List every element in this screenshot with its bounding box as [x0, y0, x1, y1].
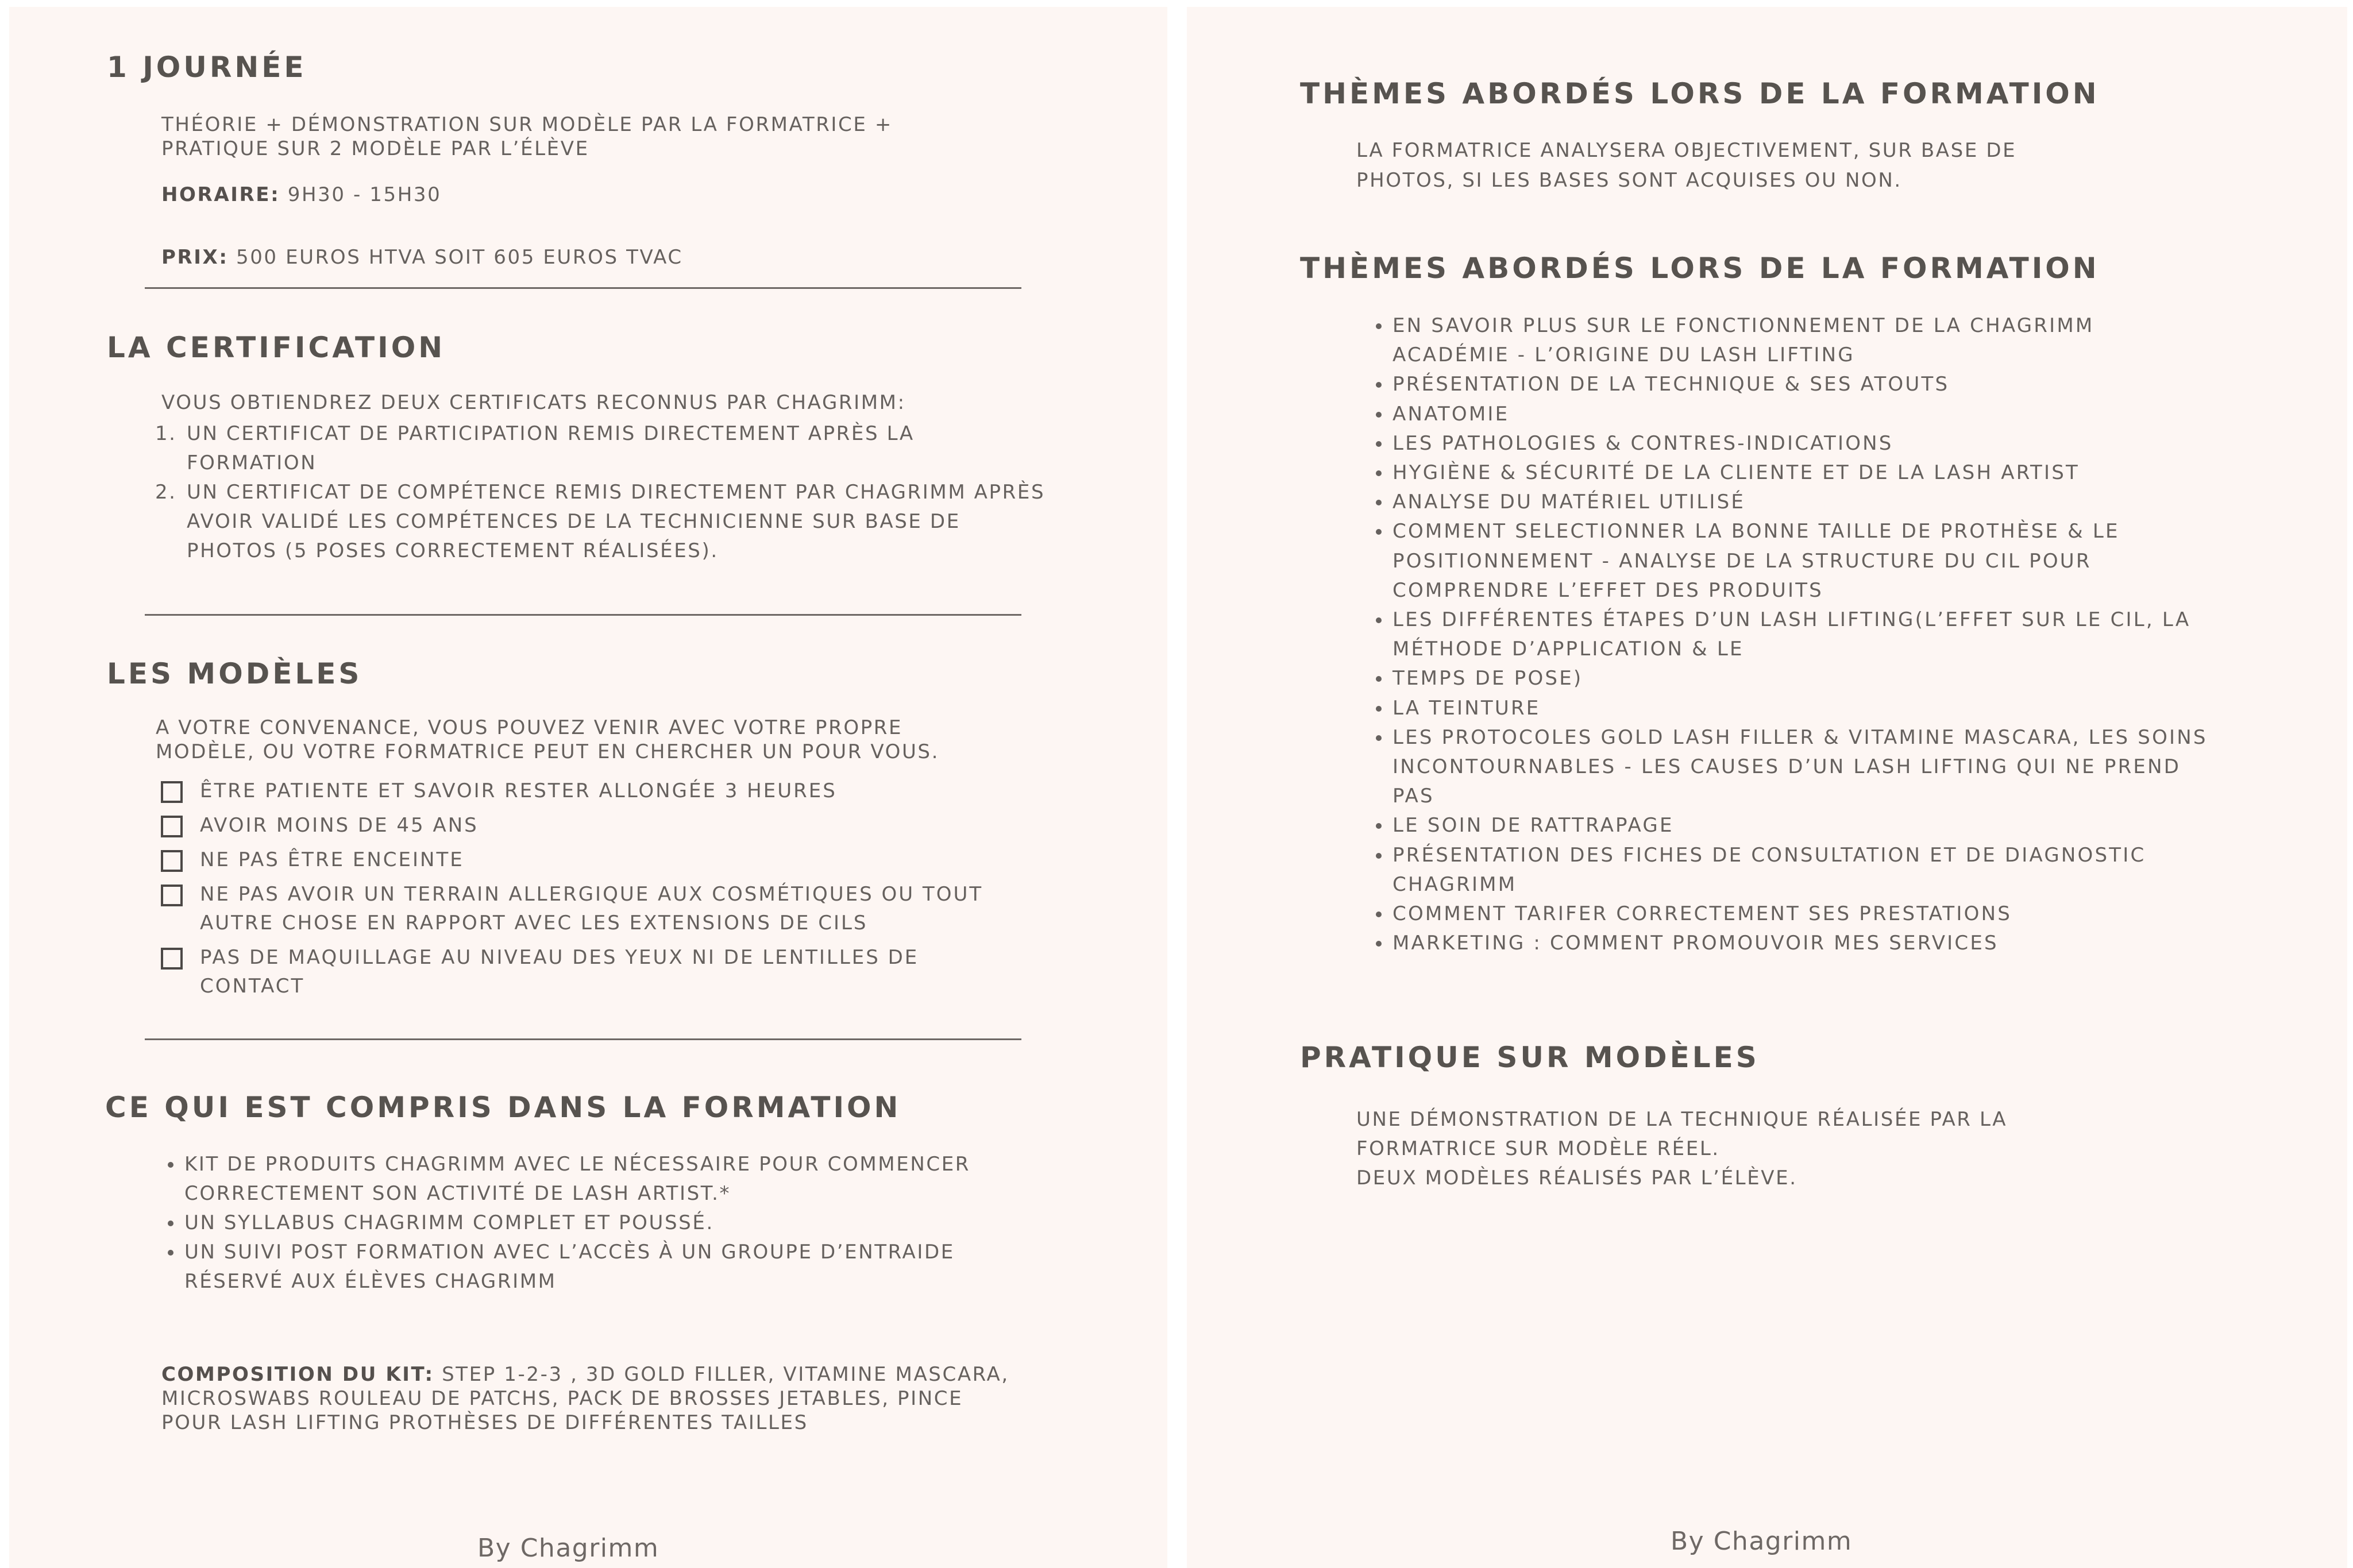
modeles-title: LES MODÈLES [107, 657, 362, 690]
checklist-item-text: AVOIR MOINS DE 45 ANS [200, 814, 479, 837]
checklist-item-text: NE PAS AVOIR UN TERRAIN ALLERGIQUE AUX COSMÉTIQUES OU TOUT AUTRE CHOSE EN RAPPORT AVEC LES EXTENSIONS DE CILS [200, 883, 983, 934]
footer-signature: By Chagrimm [1671, 1527, 1853, 1556]
left-page [9, 7, 1167, 1568]
checkbox-icon [161, 850, 183, 872]
horaire-label: HORAIRE: [161, 183, 280, 206]
theme-item: • LES PATHOLOGIES & CONTRES-INDICATIONS [1391, 429, 2219, 458]
theme-item: • COMMENT TARIFER CORRECTEMENT SES PRESTATIONS [1391, 899, 2219, 929]
footer-signature: By Chagrimm [477, 1534, 659, 1563]
right-page [1187, 7, 2347, 1568]
kit-line-3: POUR LASH LIFTING PROTHÈSES DE DIFFÉRENTES TAILLES [161, 1411, 808, 1434]
journee-desc-line-1: THÉORIE + DÉMONSTRATION SUR MODÈLE PAR LA FORMATRICE + [161, 113, 893, 136]
pratique-line-3: DEUX MODÈLES RÉALISÉS PAR L’ÉLÈVE. [1356, 1167, 1797, 1189]
checklist-item-text: PAS DE MAQUILLAGE AU NIVEAU DES YEUX NI DE LENTILLES DE CONTACT [200, 946, 919, 998]
theme-item: • HYGIÈNE & SÉCURITÉ DE LA CLIENTE ET DE LA LASH ARTIST [1391, 458, 2219, 488]
compris-item: • UN SUIVI POST FORMATION AVEC L’ACCÈS À UN GROUPE D’ENTRAIDE RÉSERVÉ AUX ÉLÈVES CHAGRIMM [183, 1238, 1045, 1296]
checkbox-icon [161, 816, 183, 837]
checkbox-icon [161, 948, 183, 970]
kit-line-2: MICROSWABS ROULEAU DE PATCHS, PACK DE BROSSES JETABLES, PINCE [161, 1387, 963, 1410]
themes-intro [1356, 136, 2333, 195]
compris-item: • KIT DE PRODUITS CHAGRIMM AVEC LE NÉCESSAIRE POUR COMMENCER CORRECTEMENT SON ACTIVITÉ DE LASH ARTIST.* [183, 1150, 1045, 1208]
prix-value: 500 EUROS HTVA SOIT 605 EUROS TVAC [228, 246, 683, 269]
certificate-participation: 1. UN CERTIFICAT DE PARTICIPATION REMIS DIRECTEMENT APRÈS LA FORMATION [184, 419, 1046, 478]
theme-item: • LES DIFFÉRENTES ÉTAPES D’UN LASH LIFTING(L’EFFET SUR LE CIL, LA MÉTHODE D’APPLICATION & LE [1391, 605, 2219, 664]
theme-item: • ANATOMIE [1391, 400, 2219, 429]
horaire-line [161, 183, 1081, 207]
themes-intro-line-1: LA FORMATRICE ANALYSERA OBJECTIVEMENT, SUR BASE DE [1356, 139, 2017, 162]
kit-label: COMPOSITION DU KIT: [161, 1363, 434, 1386]
modeles-intro-line-2: MODÈLE, OU VOTRE FORMATRICE PEUT EN CHERCHER UN POUR VOUS. [156, 740, 940, 763]
pratique-line-1: UNE DÉMONSTRATION DE LA TECHNIQUE RÉALISÉE PAR LA [1356, 1108, 2008, 1131]
theme-item: • LE SOIN DE RATTRAPAGE [1391, 811, 2219, 840]
themes-title-2: THÈMES ABORDÉS LORS DE LA FORMATION [1300, 252, 2100, 285]
certification-title: LA CERTIFICATION [107, 331, 446, 364]
checklist-item [161, 845, 1023, 874]
pratique-line-2: FORMATRICE SUR MODÈLE RÉEL. [1356, 1137, 1720, 1160]
kit-composition [161, 1362, 1138, 1435]
checklist-item [161, 880, 1023, 937]
checklist-item [161, 777, 1023, 805]
checkbox-icon [161, 781, 183, 803]
certification-list [151, 419, 1046, 566]
prix-label: PRIX: [161, 246, 229, 269]
checklist-item-text: NE PAS ÊTRE ENCEINTE [200, 848, 464, 871]
checkbox-icon [161, 885, 183, 906]
theme-item: • LA TEINTURE [1391, 694, 2219, 723]
theme-item: • ANALYSE DU MATÉRIEL UTILISÉ [1391, 488, 2219, 517]
compris-item: • UN SYLLABUS CHAGRIMM COMPLET ET POUSSÉ. [183, 1208, 1045, 1238]
modeles-intro-line-1: A VOTRE CONVENANCE, VOUS POUVEZ VENIR AVEC VOTRE PROPRE [156, 716, 903, 739]
theme-item: • EN SAVOIR PLUS SUR LE FONCTIONNEMENT DE LA CHAGRIMM ACADÉMIE - L’ORIGINE DU LASH LIFTING [1391, 311, 2219, 370]
themes-intro-line-2: PHOTOS, SI LES BASES SONT ACQUISES OU NON. [1356, 169, 1902, 192]
section-divider [145, 1038, 1021, 1040]
theme-item: • PRÉSENTATION DES FICHES DE CONSULTATION ET DE DIAGNOSTIC CHAGRIMM [1391, 841, 2219, 899]
certificate-competence: 2. UN CERTIFICAT DE COMPÉTENCE REMIS DIRECTEMENT PAR CHAGRIMM APRÈS AVOIR VALIDÉ LES COMPÉTENCES DE LA TECHNICIENNE SUR BASE DE PHOTOS (5 POSES CORRECTEMENT RÉALISÉES). [184, 478, 1046, 566]
themes-list [1359, 311, 2219, 958]
pratique-text [1356, 1105, 2333, 1193]
checklist-item [161, 943, 1023, 1001]
theme-item: • LES PROTOCOLES GOLD LASH FILLER & VITAMINE MASCARA, LES SOINS INCONTOURNABLES - LES CAUSES D’UN LASH LIFTING QUI NE PREND PAS [1391, 723, 2219, 812]
modeles-checklist [161, 777, 1023, 1006]
themes-title-1: THÈMES ABORDÉS LORS DE LA FORMATION [1300, 77, 2100, 110]
theme-item: • COMMENT SELECTIONNER LA BONNE TAILLE DE PROTHÈSE & LE POSITIONNEMENT - ANALYSE DE LA STRUCTURE DU CIL POUR COMPRENDRE L’EFFET DES PRODUITS [1391, 517, 2219, 605]
theme-item: • MARKETING : COMMENT PROMOUVOIR MES SERVICES [1391, 929, 2219, 958]
journee-description [161, 113, 1081, 161]
kit-line-1: STEP 1-2-3 , 3D GOLD FILLER, VITAMINE MASCARA, [434, 1363, 1009, 1386]
journee-desc-line-2: PRATIQUE SUR 2 MODÈLE PAR L’ÉLÈVE [161, 137, 589, 160]
compris-list [151, 1150, 1045, 1296]
modeles-intro [156, 716, 1075, 764]
journee-title: 1 JOURNÉE [107, 51, 307, 84]
section-divider [145, 287, 1021, 289]
horaire-value: 9H30 - 15H30 [280, 183, 442, 206]
theme-item: • PRÉSENTATION DE LA TECHNIQUE & SES ATOUTS [1391, 370, 2219, 399]
checklist-item-text: ÊTRE PATIENTE ET SAVOIR RESTER ALLONGÉE 3 HEURES [200, 779, 837, 802]
prix-line [161, 245, 1081, 269]
certification-intro: VOUS OBTIENDREZ DEUX CERTIFICATS RECONNUS PAR CHAGRIMM: [161, 391, 906, 414]
theme-item: • TEMPS DE POSE) [1391, 664, 2219, 693]
pratique-title: PRATIQUE SUR MODÈLES [1300, 1041, 1760, 1074]
compris-title: CE QUI EST COMPRIS DANS LA FORMATION [105, 1091, 901, 1124]
checklist-item [161, 811, 1023, 840]
section-divider [145, 614, 1021, 616]
